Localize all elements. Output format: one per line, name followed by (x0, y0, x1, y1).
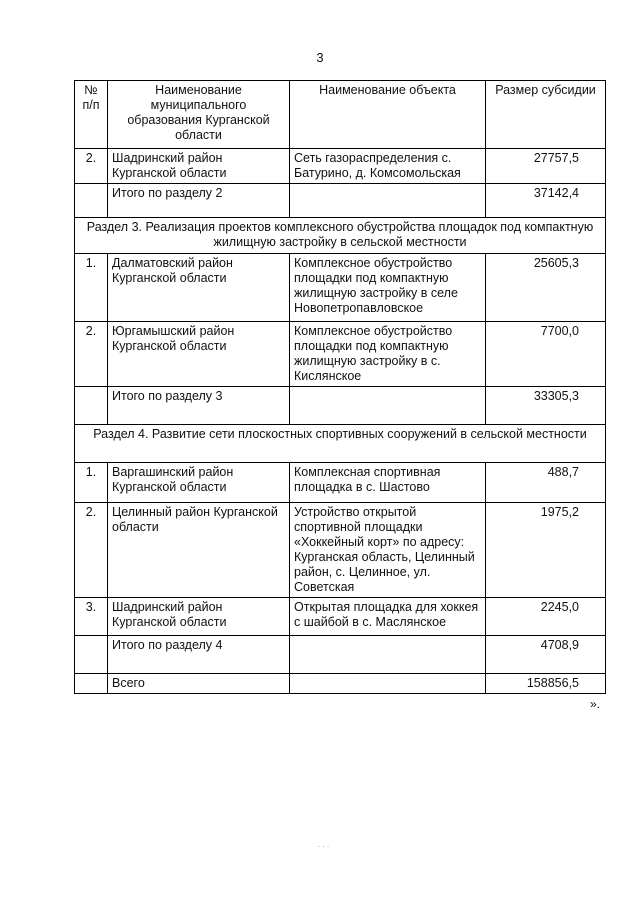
row-num: 2. (75, 322, 108, 387)
row-object: Сеть газораспределения с. Батурино, д. Комсомольская (290, 149, 486, 184)
section-total-row (75, 636, 606, 674)
table-header-row (75, 81, 606, 149)
empty-cell (75, 674, 108, 694)
grand-total-label: Всего (108, 674, 290, 694)
row-municipality: Далматовский район Курганской области (108, 254, 290, 322)
table-row (75, 149, 606, 184)
empty-cell (290, 674, 486, 694)
subsidy-table (74, 80, 606, 694)
row-municipality: Юргамышский район Курганской области (108, 322, 290, 387)
row-amount: 7700,0 (486, 322, 606, 387)
page-number: 3 (316, 50, 324, 65)
section-title: Раздел 4. Развитие сети плоскостных спортивных сооружений в сельской местности (75, 425, 606, 463)
row-num: 2. (75, 149, 108, 184)
section-total-row (75, 387, 606, 425)
row-amount: 488,7 (486, 463, 606, 503)
table-row (75, 322, 606, 387)
section-total-label: Итого по разделу 4 (108, 636, 290, 674)
table-row (75, 503, 606, 598)
row-object: Комплексное обустройство площадки под компактную жилищную застройку в селе Новопетропавловское (290, 254, 486, 322)
grand-total-row (75, 674, 606, 694)
table-row (75, 598, 606, 636)
header-object: Наименование объекта (290, 81, 486, 149)
row-object: Комплексное обустройство площадки под компактную жилищную застройку в с. Кислянское (290, 322, 486, 387)
empty-cell (290, 387, 486, 425)
row-amount: 27757,5 (486, 149, 606, 184)
row-municipality: Целинный район Курганской области (108, 503, 290, 598)
row-num: 1. (75, 254, 108, 322)
row-object: Открытая площадка для хоккея с шайбой в с. Маслянское (290, 598, 486, 636)
section-total-label: Итого по разделу 3 (108, 387, 290, 425)
section-total-amount: 33305,3 (486, 387, 606, 425)
section-total-amount: 4708,9 (486, 636, 606, 674)
header-num: № п/п (75, 81, 108, 149)
section-title: Раздел 3. Реализация проектов комплексного обустройства площадок под компактную жилищную застройку в сельской местности (75, 218, 606, 254)
row-amount: 1975,2 (486, 503, 606, 598)
row-num: 2. (75, 503, 108, 598)
row-num: 3. (75, 598, 108, 636)
empty-cell (75, 636, 108, 674)
header-amount: Размер субсидии (486, 81, 606, 149)
row-object: Устройство открытой спортивной площадки «Хоккейный корт» по адресу: Курганская область, Целинный район, с. Целинное, ул. Советская (290, 503, 486, 598)
section-title-row (75, 218, 606, 254)
section-total-amount: 37142,4 (486, 184, 606, 218)
table-row (75, 254, 606, 322)
row-municipality: Шадринский район Курганской области (108, 149, 290, 184)
grand-total-amount: 158856,5 (486, 674, 606, 694)
table-row (75, 463, 606, 503)
row-object: Комплексная спортивная площадка в с. Шастово (290, 463, 486, 503)
scan-specks: . . . (318, 840, 330, 849)
row-amount: 25605,3 (486, 254, 606, 322)
section-total-row (75, 184, 606, 218)
empty-cell (75, 184, 108, 218)
row-num: 1. (75, 463, 108, 503)
empty-cell (290, 184, 486, 218)
section-title-row (75, 425, 606, 463)
empty-cell (75, 387, 108, 425)
empty-cell (290, 636, 486, 674)
row-amount: 2245,0 (486, 598, 606, 636)
header-municipality: Наименование муниципального образования Курганской области (108, 81, 290, 149)
row-municipality: Варгашинский район Курганской области (108, 463, 290, 503)
section-total-label: Итого по разделу 2 (108, 184, 290, 218)
row-municipality: Шадринский район Курганской области (108, 598, 290, 636)
closing-quote-mark: ». (590, 697, 601, 711)
